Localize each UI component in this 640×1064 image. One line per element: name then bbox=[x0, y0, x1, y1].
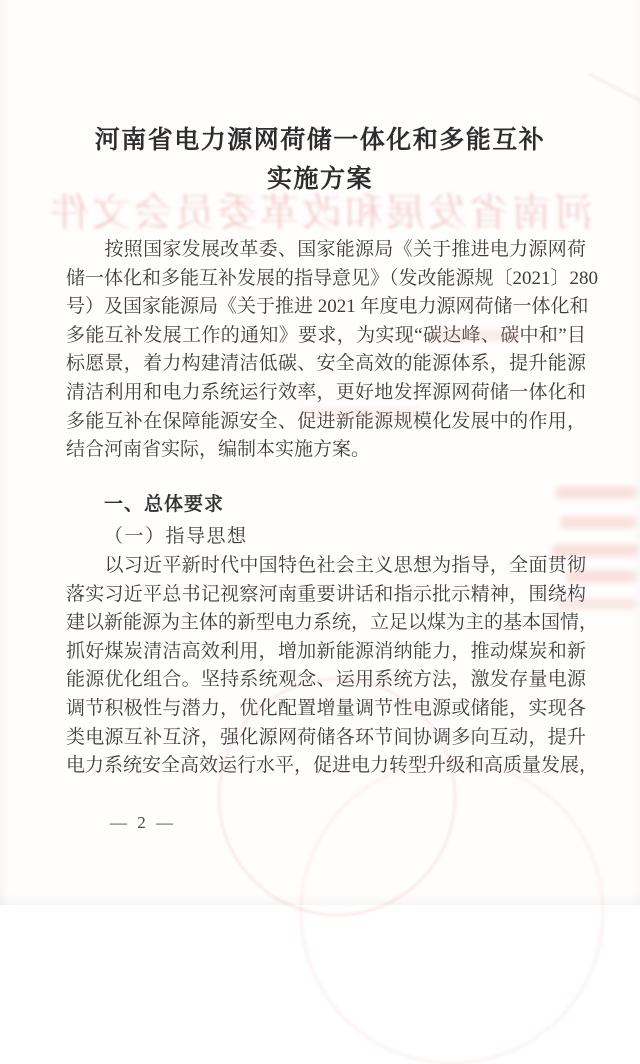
text-line: 储一体化和多能互补发展的指导意见》（发改能源规〔2021〕280 bbox=[66, 267, 599, 289]
text-line: 号）及国家能源局《关于推进 2021 年度电力源网荷储一体化和 bbox=[66, 296, 589, 318]
bleedthrough-letterhead-text: 河南省发展和改革委员会文件 bbox=[47, 192, 594, 235]
section-heading-overall-requirements: 一、总体要求 bbox=[104, 494, 225, 515]
paragraph-guiding-ideology bbox=[66, 552, 599, 781]
text-line: 建以新能源为主体的新型电力系统，立足以煤为主的基本国情， bbox=[66, 612, 599, 634]
document-title bbox=[0, 121, 640, 199]
document-title-line1: 河南省电力源网荷储一体化和多能互补 bbox=[94, 127, 546, 154]
text-line: 类电源互补互济，强化源网荷储各环节间协调多向互动，提升 bbox=[66, 726, 586, 748]
text-line: 以习近平新时代中国特色社会主义思想为指导，全面贯彻 bbox=[66, 555, 586, 576]
subsection-heading-guiding-ideology: （一）指导思想 bbox=[104, 526, 248, 547]
text-line: 多能互补发展工作的通知》要求，为实现“碳达峰、碳中和”目 bbox=[66, 324, 586, 346]
text-line: 电力系统安全高效运行水平，促进电力转型升级和高质量发展， bbox=[66, 755, 599, 777]
text-line: 多能互补在保障能源安全、促进新能源规模化发展中的作用， bbox=[66, 410, 586, 432]
bleedthrough-smudge bbox=[556, 486, 636, 499]
text-line: 按照国家发展改革委、国家能源局《关于推进电力源网荷 bbox=[66, 239, 586, 260]
bleedthrough-smudge bbox=[560, 516, 636, 529]
page-number: — 2 — bbox=[110, 813, 176, 832]
text-line: 落实习近平总书记视察河南重要讲话和指示批示精神，围绕构 bbox=[66, 583, 586, 605]
bleedthrough-seal-arc-2 bbox=[300, 760, 604, 1064]
text-line: 能源优化组合。坚持系统观念、运用系统方法，激发存量电源 bbox=[66, 669, 586, 691]
paragraph-intro bbox=[66, 236, 599, 465]
scan-artifact-streak bbox=[587, 72, 640, 108]
text-line: 抓好煤炭清洁高效利用，增加新能源消纳能力，推动煤炭和新 bbox=[66, 640, 586, 662]
text-line: 结合河南省实际，编制本实施方案。 bbox=[66, 439, 371, 461]
text-line: 清洁利用和电力系统运行效率，更好地发挥源网荷储一体化和 bbox=[66, 381, 586, 403]
text-line: 标愿景，着力构建清洁低碳、安全高效的能源体系，提升能源 bbox=[66, 353, 586, 375]
text-line: 调节积极性与潜力，优化配置增量调节性电源或储能，实现各 bbox=[66, 697, 586, 719]
document-title-line2: 实施方案 bbox=[266, 166, 373, 193]
